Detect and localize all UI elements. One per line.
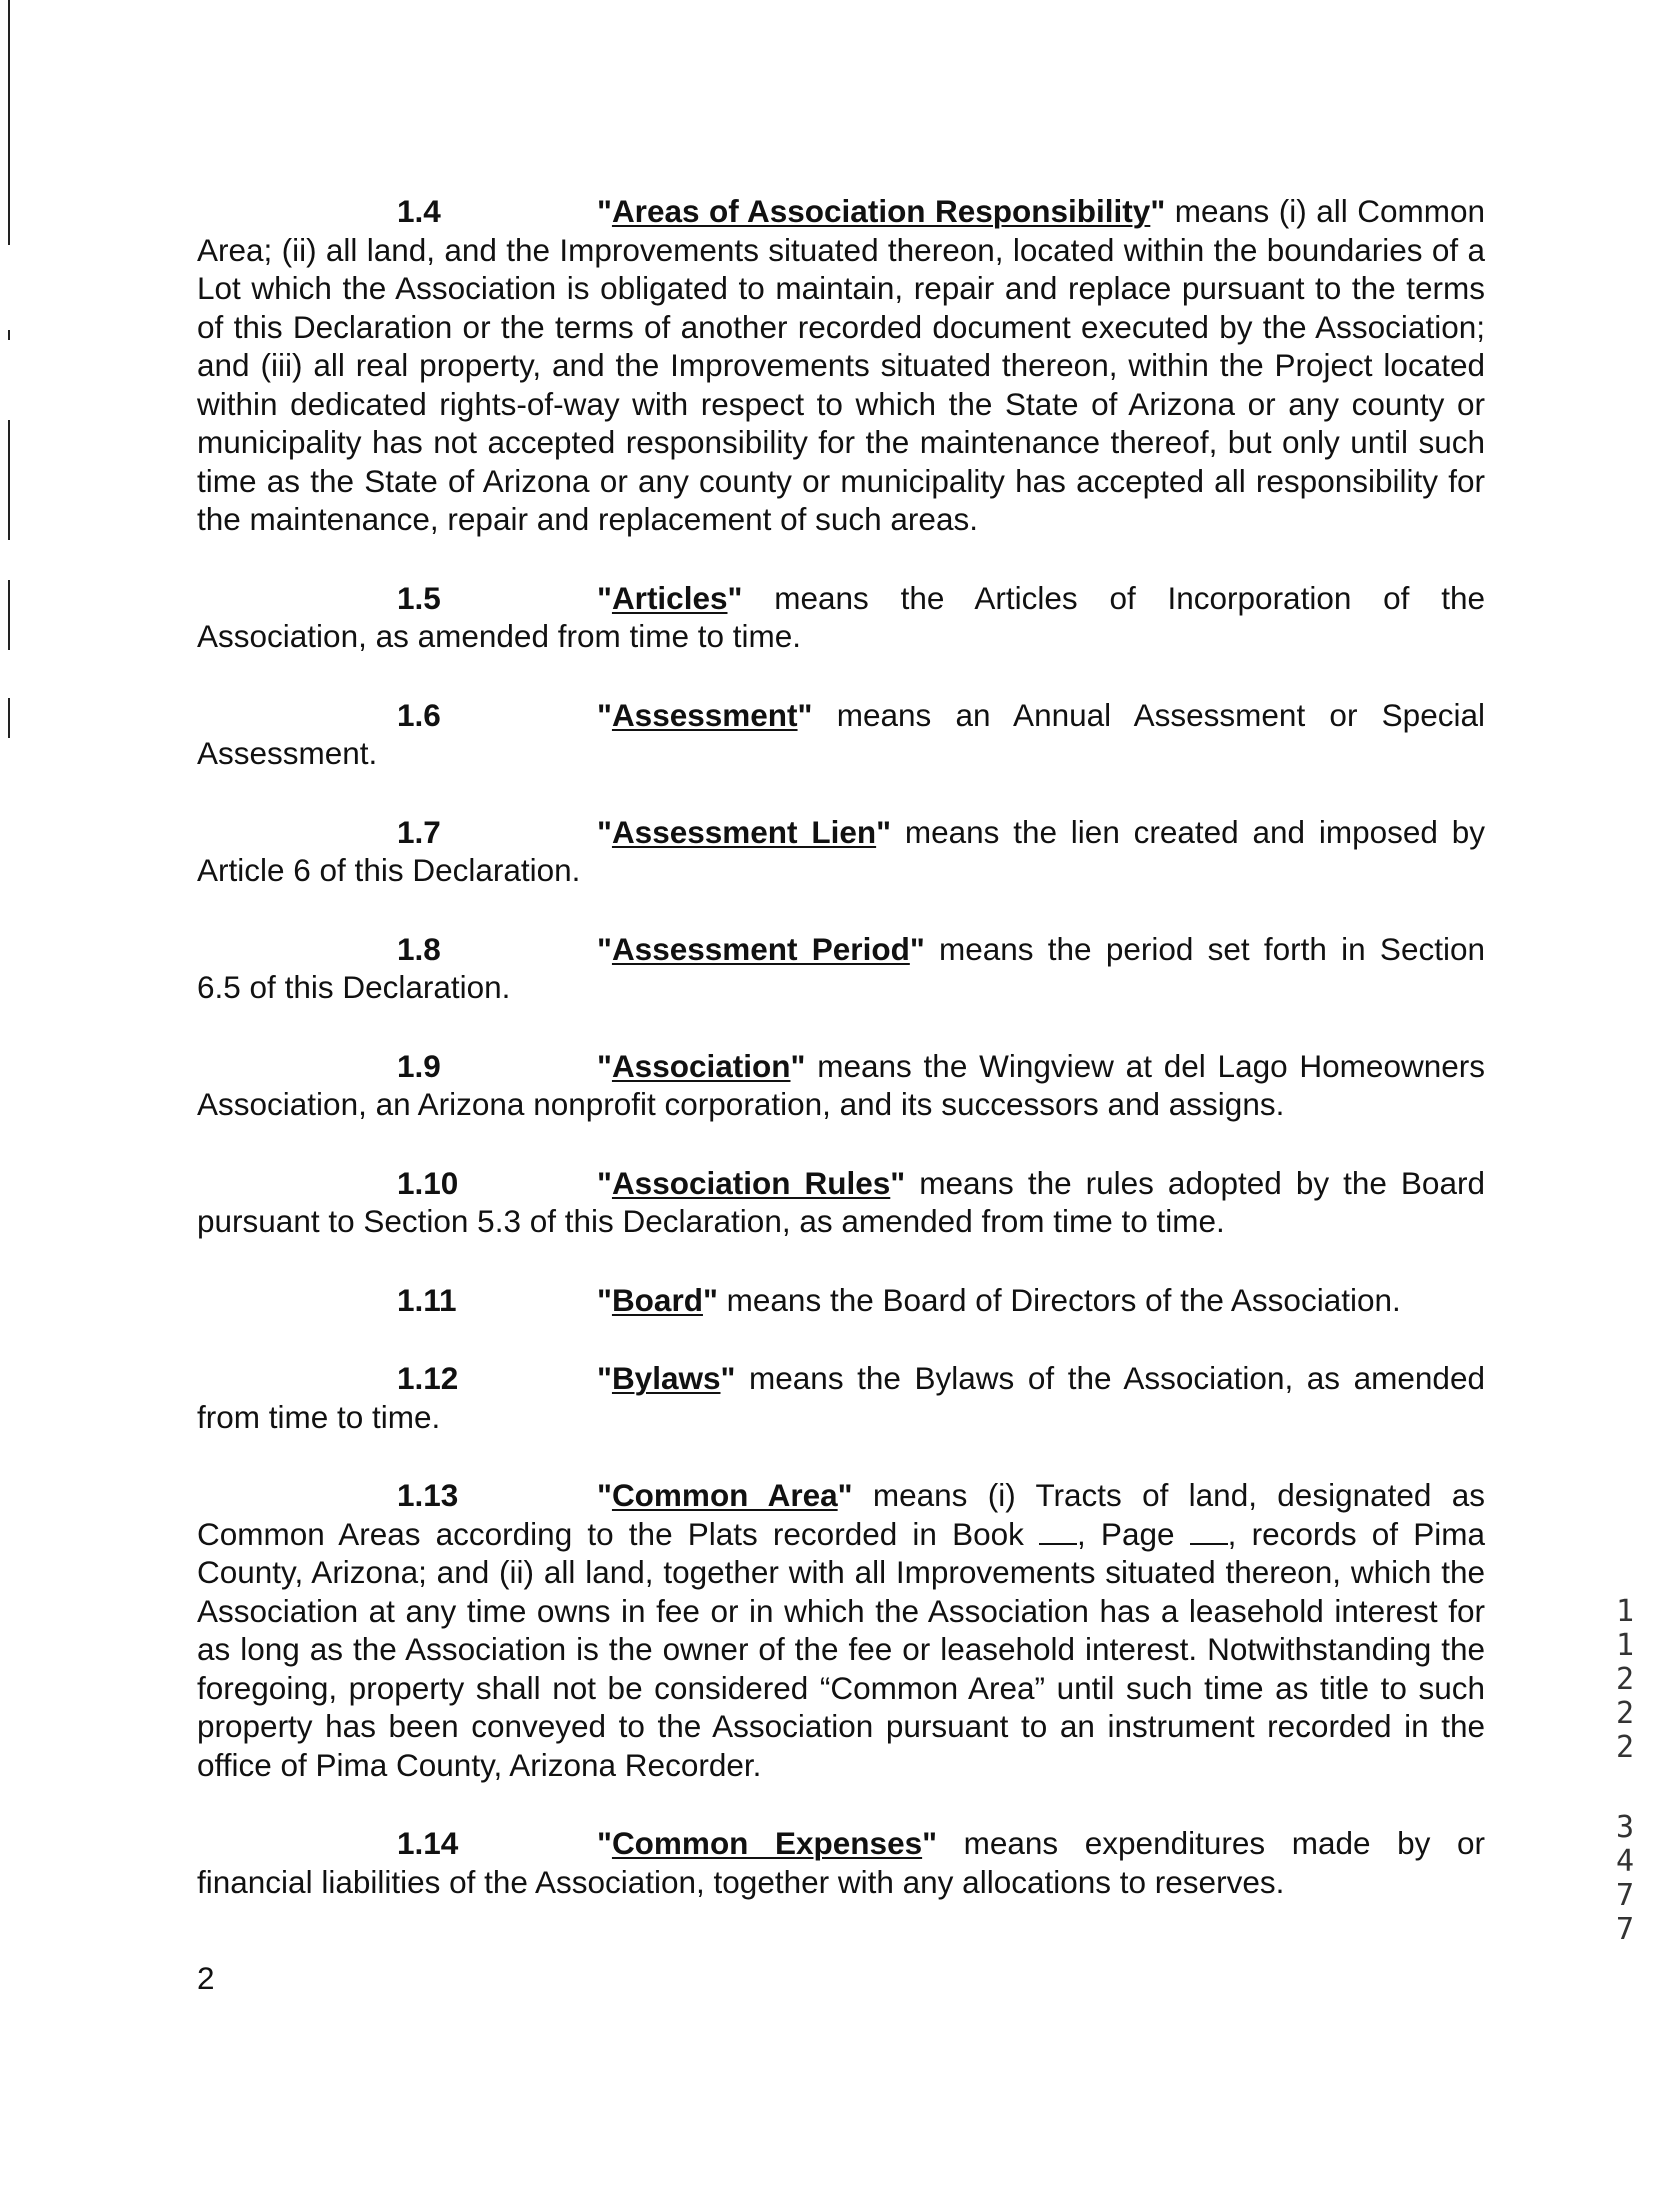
definition-text: means the Board of Directors of the Association. (726, 1281, 1401, 1318)
definition-text: means the Articles of Incorporation of the Association, as amended from time to time. (197, 579, 1485, 654)
definition-term: "Assessment Period" (597, 930, 925, 967)
definition-term: "Bylaws" (597, 1360, 736, 1396)
definition-term: "Board" (597, 1281, 718, 1318)
definition-text: means the lien created and imposed by Article 6 of this Declaration. (197, 813, 1485, 888)
definition-text: means the period set forth in Section 6.5 of this Declaration. (197, 930, 1485, 1005)
margin-scan-mark (8, 420, 10, 540)
definition-text: means (i) all Common Area; (ii) all land, and the Improvements situated thereon, located within the boundaries of a Lot which the Association is obligated to maintain, repair and replace pursuant to the terms of this Declaration or the terms of another recorded document executed by the Association; and (iii) all real property, and the Improvements situated thereon, within the Project located within dedicated rights-of-way with respect to which the State of Arizona or any county or municipality has not accepted responsibility for the maintenance thereof, but only until such time as the State of Arizona or any county or municipality has accepted all responsibility for the maintenance, repair and replacement of such areas. (197, 193, 1485, 537)
definition-text: , records of Pima County, Arizona; and (ii) all land, together with all Improvements situated thereon, which the Association at any time owns in fee or in which the Association has a leasehold interest for as long as the Association is the owner of the fee or leasehold interest. Notwithstanding the foregoing, property shall not be considered “Common Area” until such time as title to such property has been conveyed to the Association pursuant to an instrument recorded in the office of Pima County, Arizona Recorder. (197, 1515, 1485, 1783)
definitions-section (197, 192, 1485, 1941)
definition-1-4 (197, 192, 1485, 539)
definition-text: means an Annual Assessment or Special Assessment. (197, 696, 1485, 771)
definition-text: , Page (1077, 1515, 1175, 1552)
recording-digit: 2 (1615, 1696, 1635, 1731)
definition-term: "Articles" (597, 579, 743, 616)
recording-digit: 1 (1615, 1628, 1635, 1663)
recording-digit: 1 (1615, 1594, 1635, 1629)
recording-digit: 3 (1615, 1810, 1635, 1845)
definition-term: "Common Area" (597, 1477, 853, 1513)
definition-term: "Common Expenses" (597, 1825, 938, 1861)
definition-text: means (i) Tracts of land, designated as Common Areas according to the Plats recorded in Book (197, 1477, 1485, 1552)
definition-1-9 (197, 1047, 1485, 1124)
definition-1-14 (197, 1824, 1485, 1901)
definition-1-11 (197, 1281, 1485, 1320)
recording-digit: 7 (1615, 1878, 1635, 1913)
definition-number: 1.5 (397, 579, 441, 616)
definition-1-13 (197, 1476, 1485, 1784)
definition-1-5 (197, 579, 1485, 656)
definition-number: 1.7 (397, 813, 441, 850)
margin-scan-mark (8, 330, 10, 340)
book-blank (1039, 1519, 1077, 1545)
recording-digit: 2 (1615, 1730, 1635, 1765)
definition-term: "Assessment" (597, 696, 813, 733)
page-blank (1190, 1519, 1228, 1545)
definition-1-12 (197, 1359, 1485, 1436)
definition-number: 1.14 (397, 1825, 459, 1861)
definition-term: "Association" (597, 1047, 806, 1084)
recording-number-group-1 (1610, 1595, 1640, 1765)
definition-term: "Association Rules" (597, 1164, 906, 1201)
definition-1-8 (197, 930, 1485, 1007)
recording-digit: 7 (1615, 1912, 1635, 1947)
recording-number (1610, 1595, 1640, 1993)
margin-scan-mark (8, 698, 10, 738)
page-number: 2 (197, 1960, 215, 1996)
definition-text: means expenditures made by or financial liabilities of the Association, together with any allocations to reserves. (197, 1825, 1485, 1900)
definition-term: "Assessment Lien" (597, 813, 892, 850)
definition-text: means the rules adopted by the Board pursuant to Section 5.3 of this Declaration, as amended from time to time. (197, 1164, 1485, 1239)
definition-1-10 (197, 1164, 1485, 1241)
definition-number: 1.10 (397, 1164, 459, 1201)
margin-scan-mark (8, 580, 10, 650)
definition-number: 1.9 (397, 1047, 441, 1084)
recording-digit: 4 (1615, 1844, 1635, 1879)
definition-number: 1.11 (397, 1281, 457, 1318)
definition-term: "Areas of Association Responsibility" (597, 193, 1166, 229)
definition-number: 1.12 (397, 1360, 459, 1396)
definition-number: 1.4 (397, 193, 441, 229)
definition-text: means the Wingview at del Lago Homeowners Association, an Arizona nonprofit corporation, and its successors and assigns. (197, 1047, 1485, 1122)
margin-scan-mark (8, 0, 10, 245)
definition-number: 1.8 (397, 930, 441, 967)
recording-digit: 2 (1615, 1662, 1635, 1697)
recording-number-group-2 (1610, 1811, 1640, 1947)
definition-1-6 (197, 696, 1485, 773)
definition-1-7 (197, 813, 1485, 890)
definition-number: 1.13 (397, 1477, 459, 1513)
definition-number: 1.6 (397, 696, 441, 733)
definition-text: means the Bylaws of the Association, as amended from time to time. (197, 1360, 1485, 1435)
